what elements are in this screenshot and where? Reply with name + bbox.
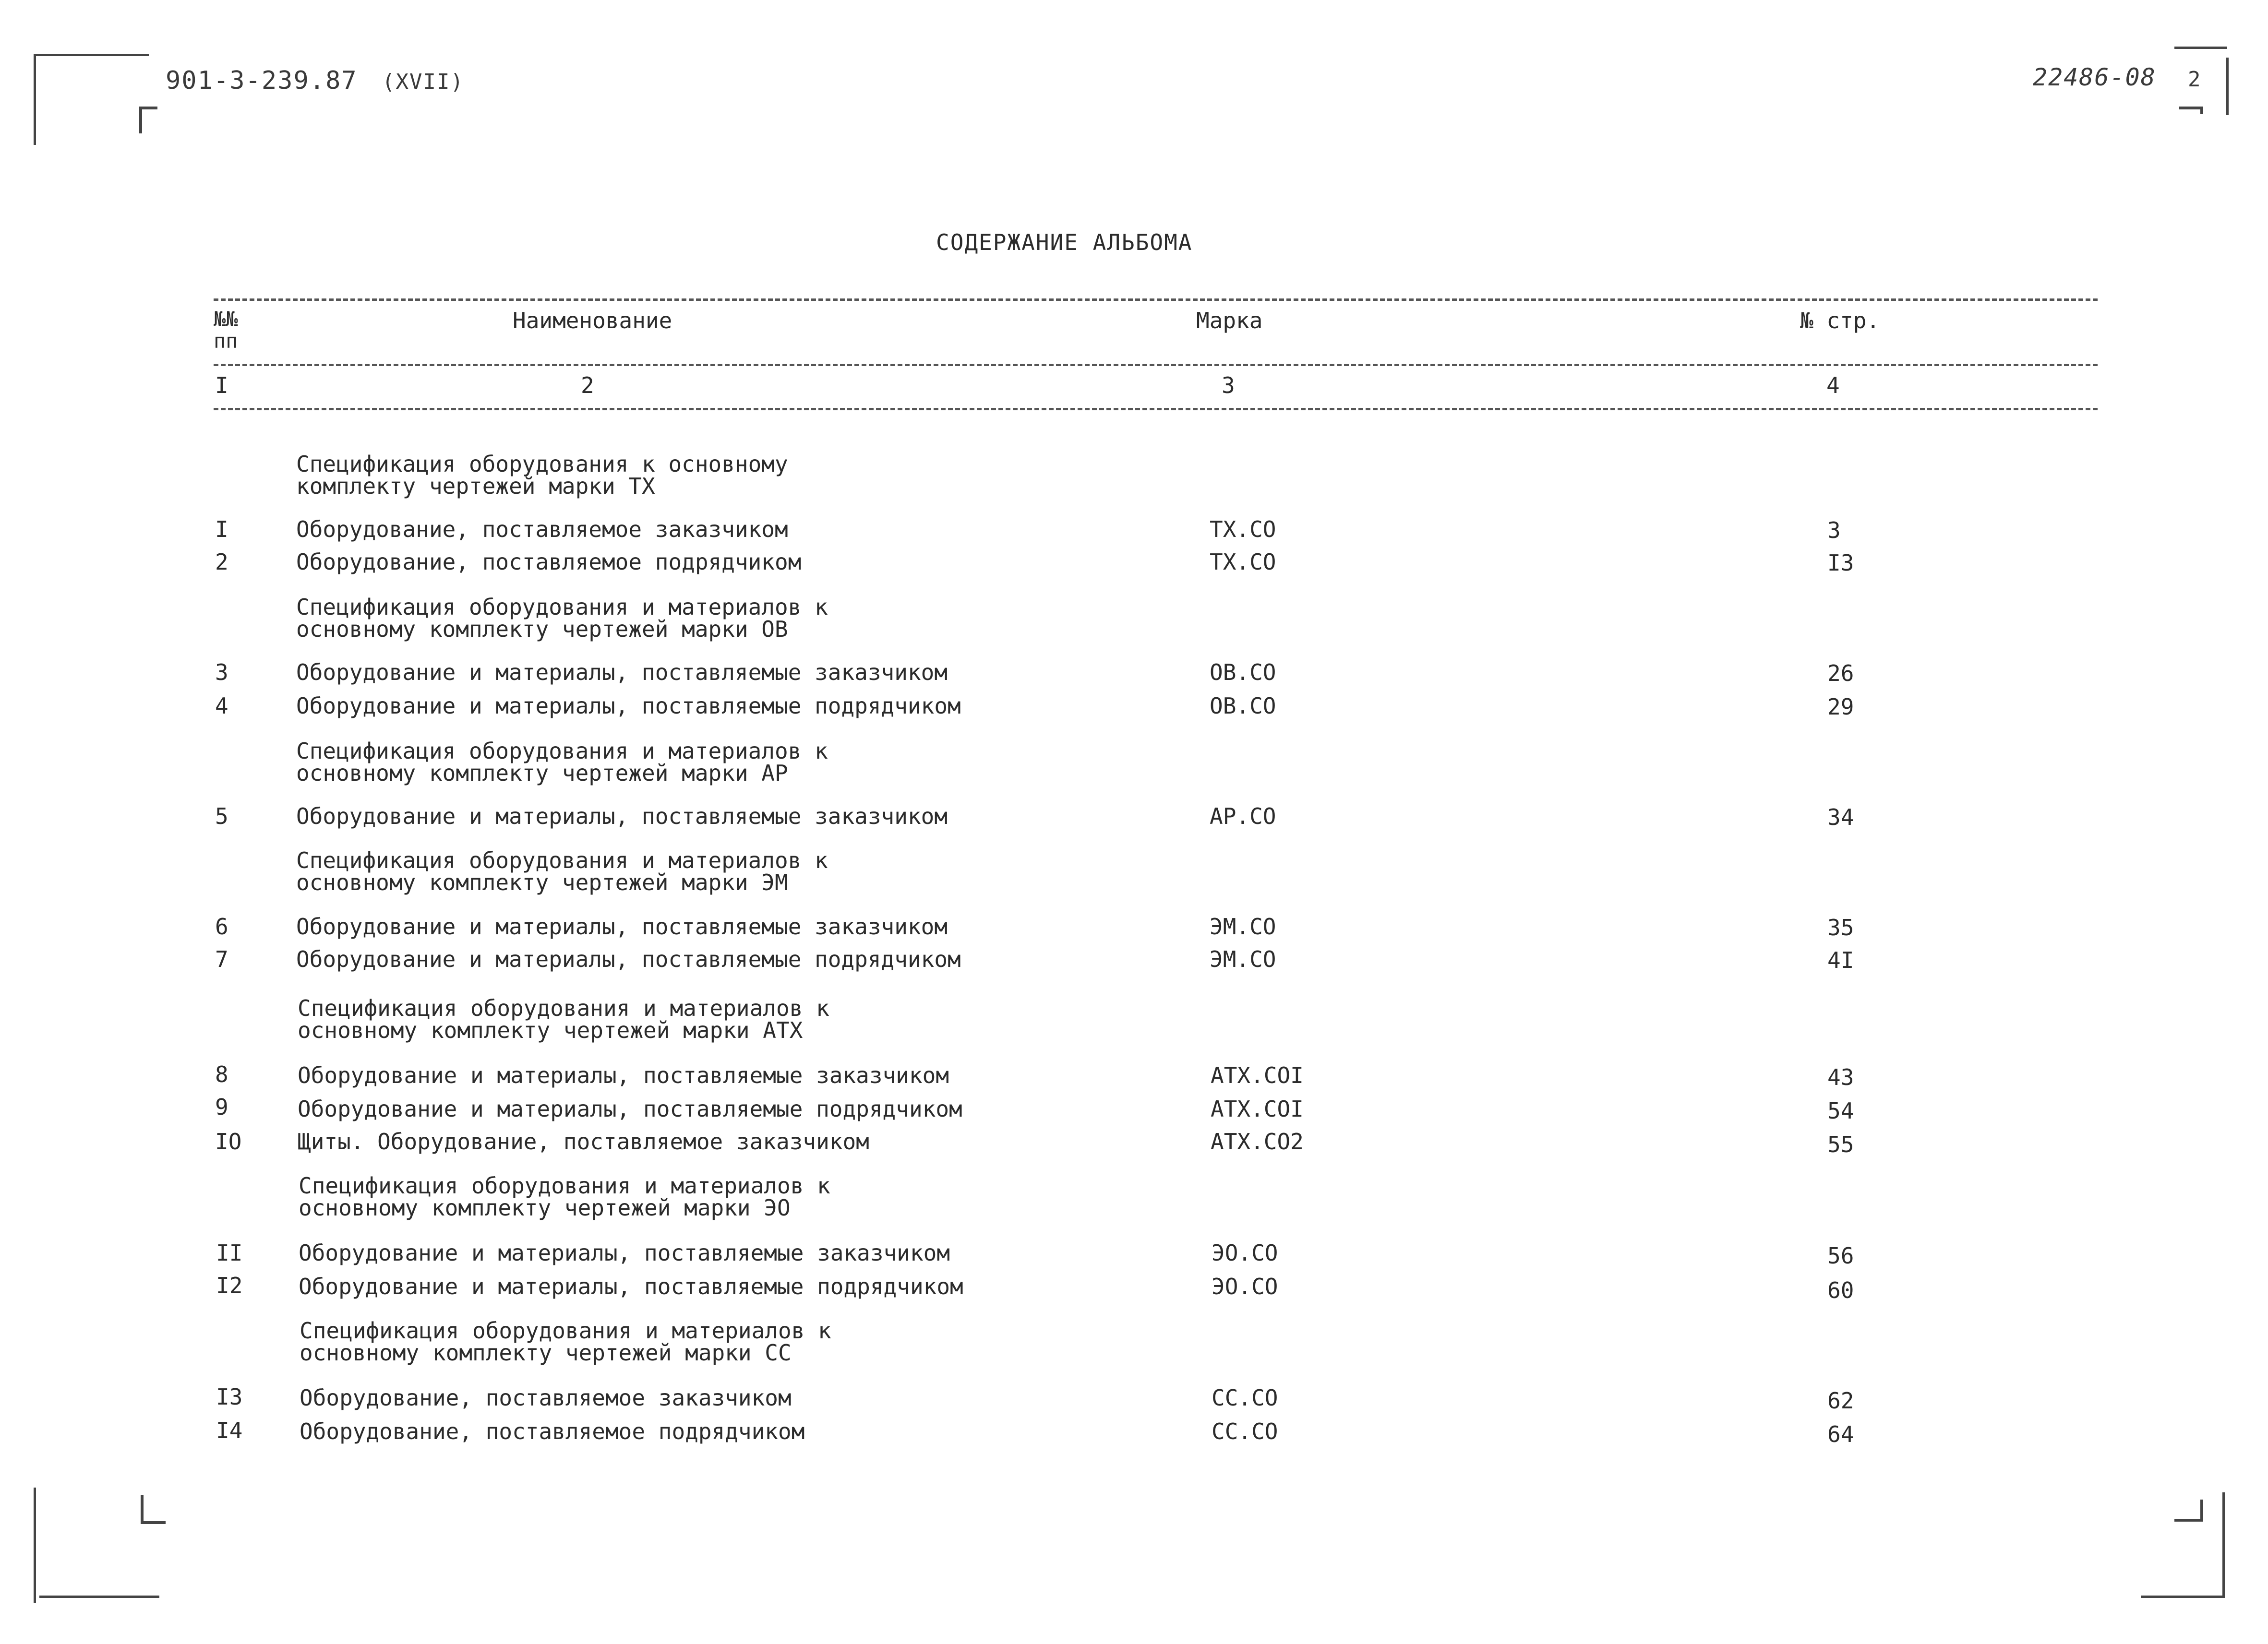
column-header-mark: Марка <box>1196 308 1263 334</box>
column-number-1: I <box>215 372 228 398</box>
row-number: 3 <box>215 659 228 685</box>
row-number: 8 <box>215 1061 228 1087</box>
frame-top-right-horizontal <box>2174 47 2227 49</box>
row-mark: АР.СО <box>1210 803 1276 829</box>
section-title-ov: Спецификация оборудования и материалов к основному комплекту чертежей марки ОВ <box>296 594 828 642</box>
row-name: Оборудование, поставляемое заказчиком <box>296 516 788 542</box>
crop-mark-bottom-right-h <box>2174 1519 2203 1522</box>
row-mark: АТХ.СОI <box>1211 1096 1304 1122</box>
row-name: Оборудование и материалы, поставляемые подрядчиком <box>296 693 961 719</box>
row-name: Оборудование и материалы, поставляемые подрядчиком <box>298 1096 962 1122</box>
row-page: 4I <box>1827 947 1854 973</box>
row-mark: ЭО.СО <box>1212 1240 1278 1266</box>
frame-bottom-left-horizontal <box>39 1596 159 1598</box>
section-title-tx: Спецификация оборудования к основному комплекту чертежей марки ТХ <box>296 451 788 499</box>
row-page: 3 <box>1827 517 1841 543</box>
row-number: I3 <box>216 1384 243 1410</box>
header-top-rule <box>214 298 2098 301</box>
row-page: 43 <box>1827 1064 1854 1090</box>
row-page: 56 <box>1827 1243 1854 1269</box>
section-title-em: Спецификация оборудования и материалов к основному комплекту чертежей марки ЭМ <box>296 847 828 895</box>
row-number: I2 <box>216 1273 243 1299</box>
crop-mark-bottom-left-h <box>141 1521 166 1524</box>
row-number: 7 <box>215 946 228 972</box>
column-header-number: №№ пп <box>214 307 238 353</box>
row-page: I3 <box>1827 550 1854 576</box>
column-header-page: № стр. <box>1800 308 1880 334</box>
document-title: СОДЕРЖАНИЕ АЛЬБОМА <box>936 229 1193 255</box>
row-name: Оборудование и материалы, поставляемые заказчиком <box>296 803 948 829</box>
row-number: 9 <box>215 1094 228 1120</box>
row-mark: ЭМ.СО <box>1210 946 1276 972</box>
row-number: 4 <box>215 693 228 719</box>
row-mark: АТХ.СО2 <box>1211 1129 1304 1155</box>
row-mark: ТХ.СО <box>1210 516 1276 542</box>
row-name: Оборудование и материалы, поставляемые заказчиком <box>299 1240 950 1266</box>
section-title-eo: Спецификация оборудования и материалов к основному комплекту чертежей марки ЭО <box>299 1173 830 1221</box>
archive-code: 22486-08 <box>2033 63 2156 91</box>
header-bottom-rule <box>214 408 2098 410</box>
frame-top-right-vertical <box>2226 58 2229 115</box>
row-number: II <box>216 1240 243 1266</box>
column-header-name: Наименование <box>513 308 672 334</box>
document-volume: (XVII) <box>382 70 464 94</box>
row-mark: СС.СО <box>1212 1418 1278 1444</box>
row-name: Оборудование и материалы, поставляемые заказчиком <box>296 659 948 685</box>
row-page: 64 <box>1827 1421 1854 1447</box>
row-mark: ТХ.СО <box>1210 549 1276 575</box>
row-page: 55 <box>1827 1132 1854 1157</box>
row-name: Оборудование и материалы, поставляемые заказчиком <box>296 914 948 940</box>
frame-bottom-right-vertical <box>2222 1492 2225 1598</box>
row-number: I <box>215 516 228 542</box>
row-page: 54 <box>1827 1098 1854 1124</box>
section-title-cc: Спецификация оборудования и материалов к основному комплекту чертежей марки СС <box>300 1318 831 1366</box>
row-number: I4 <box>216 1418 243 1443</box>
row-page: 35 <box>1827 915 1854 941</box>
row-name: Оборудование, поставляемое заказчиком <box>300 1385 792 1411</box>
section-title-atx: Спецификация оборудования и материалов к основному комплекту чертежей марки АТХ <box>298 995 829 1043</box>
row-number: 2 <box>215 549 228 575</box>
row-name: Оборудование, поставляемое подрядчиком <box>300 1418 805 1444</box>
row-number: 6 <box>215 914 228 940</box>
row-mark: ЭО.СО <box>1212 1274 1278 1299</box>
crop-mark-bottom-left-v <box>141 1495 144 1524</box>
row-mark: АТХ.СОI <box>1211 1062 1304 1088</box>
row-name: Оборудование и материалы, поставляемые подрядчиком <box>296 946 961 972</box>
column-number-3: 3 <box>1222 372 1235 398</box>
row-page: 29 <box>1827 694 1854 720</box>
row-name: Оборудование и материалы, поставляемые заказчиком <box>298 1062 949 1088</box>
row-page: 62 <box>1827 1388 1854 1414</box>
sheet-number: 2 <box>2188 67 2202 92</box>
crop-mark-top-left-v <box>139 107 142 133</box>
row-mark: СС.СО <box>1212 1385 1278 1411</box>
row-page: 26 <box>1827 660 1854 686</box>
frame-bottom-left-vertical <box>34 1488 36 1603</box>
row-mark: ОВ.СО <box>1210 693 1276 719</box>
row-name: Оборудование, поставляемое подрядчиком <box>296 549 802 575</box>
crop-mark-top-right-v <box>2200 107 2203 114</box>
crop-mark-top-right-h <box>2179 107 2203 109</box>
row-name: Оборудование и материалы, поставляемые подрядчиком <box>299 1274 963 1299</box>
row-name: Щиты. Оборудование, поставляемое заказчиком <box>298 1129 869 1155</box>
frame-top-left-vertical <box>34 54 36 145</box>
document-code <box>166 66 464 95</box>
header-middle-rule <box>214 364 2098 366</box>
row-mark: ОВ.СО <box>1210 659 1276 685</box>
row-number: 5 <box>215 803 228 829</box>
section-title-ar: Спецификация оборудования и материалов к основному комплекту чертежей марки АР <box>296 738 828 786</box>
row-page: 34 <box>1827 804 1854 830</box>
frame-bottom-right-horizontal <box>2141 1596 2225 1598</box>
row-number: IO <box>215 1129 242 1155</box>
document-code-number: 901-3-239.87 <box>166 66 358 95</box>
column-number-2: 2 <box>581 372 594 398</box>
column-number-4: 4 <box>1826 372 1840 398</box>
row-page: 60 <box>1827 1277 1854 1303</box>
frame-top-left-horizontal <box>34 54 149 56</box>
row-mark: ЭМ.СО <box>1210 914 1276 940</box>
